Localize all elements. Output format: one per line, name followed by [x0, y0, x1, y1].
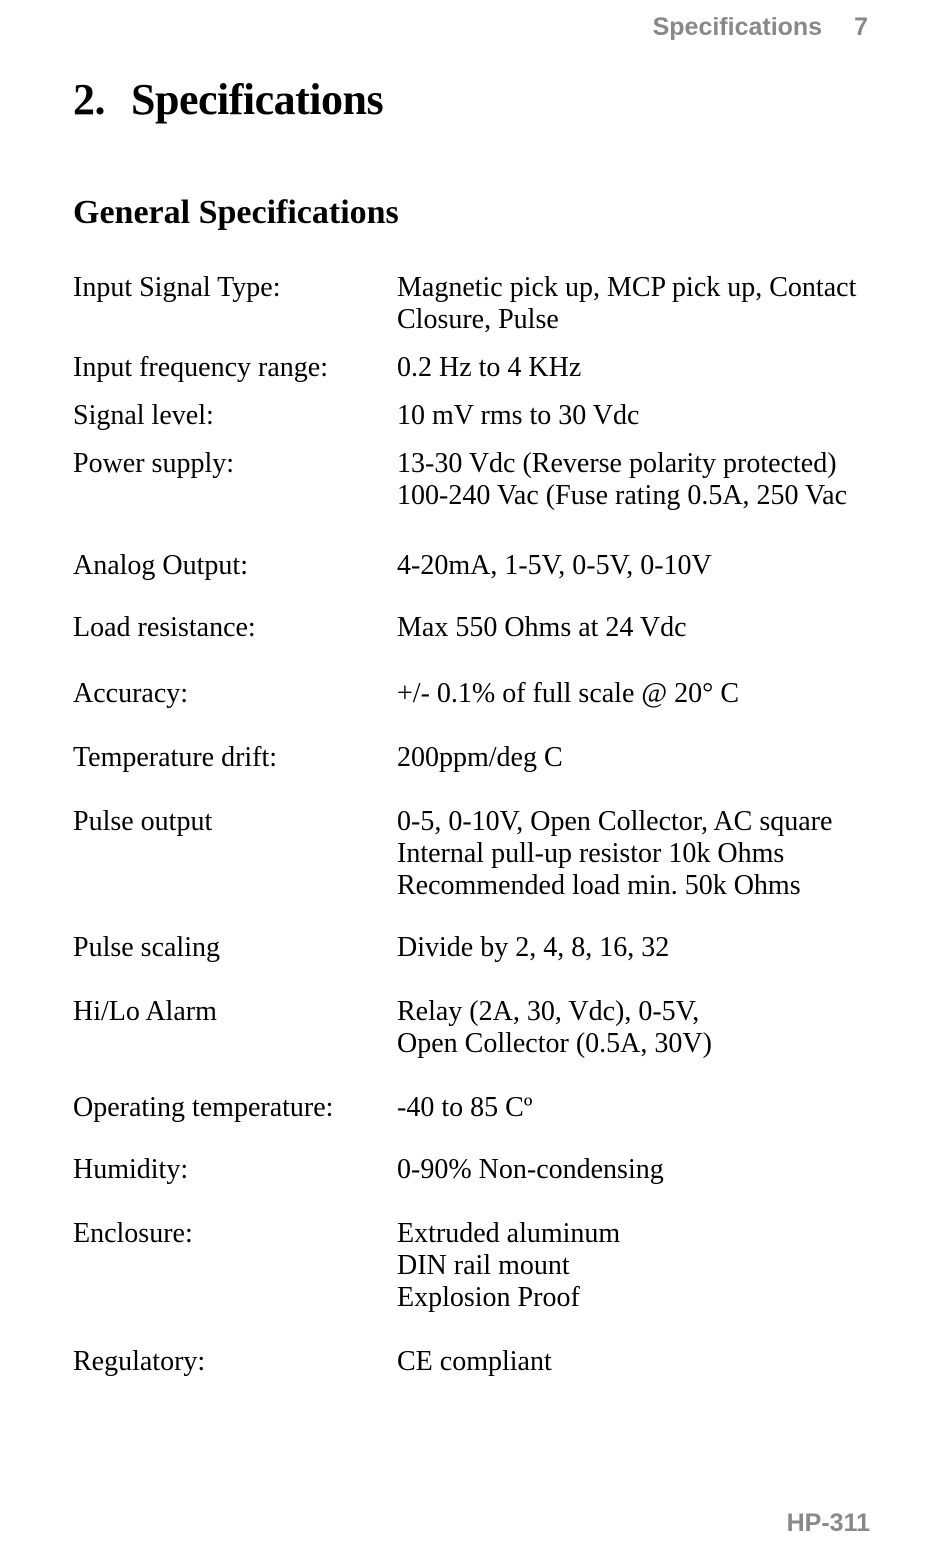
- chapter-number: 2.: [73, 75, 105, 124]
- spec-value-line: Recommended load min. 50k Ohms: [397, 870, 801, 901]
- spec-row: [73, 742, 870, 774]
- spec-table: [73, 272, 870, 1378]
- spec-value-line: 13-30 Vdc (Reverse polarity protected): [397, 448, 837, 479]
- spec-row: [73, 352, 870, 384]
- spec-label: Input frequency range:: [73, 352, 328, 383]
- spec-label: Temperature drift:: [73, 742, 278, 773]
- spec-value-line: 100-240 Vac (Fuse rating 0.5A, 250 Vac: [397, 480, 848, 511]
- spec-value-line: Relay (2A, 30, Vdc), 0-5V,: [397, 996, 700, 1027]
- spec-label: Power supply:: [73, 448, 234, 479]
- spec-value-line: DIN rail mount: [397, 1250, 570, 1281]
- spec-label: Analog Output:: [73, 550, 248, 581]
- spec-value-line: Magnetic pick up, MCP pick up, Contact: [397, 272, 857, 303]
- spec-row: [73, 1092, 870, 1124]
- spec-value: [397, 550, 870, 582]
- spec-row: [73, 932, 870, 964]
- footer-doc-id: HP-311: [786, 1509, 870, 1537]
- spec-value: [397, 1154, 870, 1186]
- spec-label: Accuracy:: [73, 678, 189, 709]
- spec-label: Operating temperature:: [73, 1092, 334, 1123]
- spec-value-line: 0.2 Hz to 4 KHz: [397, 352, 582, 383]
- running-header: [653, 13, 868, 42]
- spec-value-line: Internal pull-up resistor 10k Ohms: [397, 838, 785, 869]
- spec-label: Regulatory:: [73, 1346, 206, 1377]
- spec-row: [73, 550, 870, 582]
- spec-value-line: Extruded aluminum: [397, 1218, 621, 1249]
- spec-value-line: 0-90% Non-condensing: [397, 1154, 664, 1185]
- spec-label: Humidity:: [73, 1154, 189, 1185]
- spec-row: [73, 1154, 870, 1186]
- spec-row: [73, 678, 870, 710]
- spec-value-line: Open Collector (0.5A, 30V): [397, 1028, 712, 1059]
- spec-value: [397, 272, 870, 336]
- spec-value-line: 4-20mA, 1-5V, 0-5V, 0-10V: [397, 550, 712, 581]
- running-header-section: Specifications: [652, 13, 823, 41]
- page-number: 7: [854, 13, 868, 41]
- spec-value-line: Max 550 Ohms at 24 Vdc: [397, 612, 687, 643]
- spec-row: [73, 448, 870, 512]
- spec-value-line: Divide by 2, 4, 8, 16, 32: [397, 932, 670, 963]
- spec-row: [73, 400, 870, 432]
- spec-value: [397, 352, 870, 384]
- spec-row: [73, 612, 870, 644]
- spec-value: [397, 932, 870, 964]
- spec-value: [397, 1346, 870, 1378]
- spec-value-line: 200ppm/deg C: [397, 742, 563, 773]
- spec-value: [397, 448, 870, 512]
- spec-value-line: 0-5, 0-10V, Open Collector, AC square: [397, 806, 833, 837]
- spec-row: [73, 1346, 870, 1378]
- spec-value: [397, 806, 870, 902]
- spec-row: [73, 272, 870, 336]
- spec-label: Pulse output: [73, 806, 213, 837]
- spec-value-line: +/- 0.1% of full scale @ 20° C: [397, 678, 740, 709]
- spec-value: [397, 1092, 870, 1124]
- spec-value-line: CE compliant: [397, 1346, 552, 1377]
- spec-label: Enclosure:: [73, 1218, 193, 1249]
- spec-row: [73, 806, 870, 902]
- spec-value: [397, 400, 870, 432]
- spec-label: Signal level:: [73, 400, 214, 431]
- spec-label: Input Signal Type:: [73, 272, 281, 303]
- spec-value: [397, 678, 870, 710]
- spec-row: [73, 1218, 870, 1314]
- spec-value: [397, 1218, 870, 1314]
- section-title: General Specifications: [73, 194, 399, 231]
- spec-value: [397, 742, 870, 774]
- spec-row: [73, 996, 870, 1060]
- spec-value-line: 10 mV rms to 30 Vdc: [397, 400, 640, 431]
- spec-value: [397, 996, 870, 1060]
- spec-value-line: -40 to 85 Cº: [397, 1092, 533, 1123]
- spec-label: Load resistance:: [73, 612, 256, 643]
- spec-label: Pulse scaling: [73, 932, 220, 963]
- spec-value-line: Closure, Pulse: [397, 304, 559, 335]
- spec-value-line: Explosion Proof: [397, 1282, 580, 1313]
- spec-label: Hi/Lo Alarm: [73, 996, 217, 1027]
- chapter-title-text: Specifications: [131, 75, 384, 124]
- spec-value: [397, 612, 870, 644]
